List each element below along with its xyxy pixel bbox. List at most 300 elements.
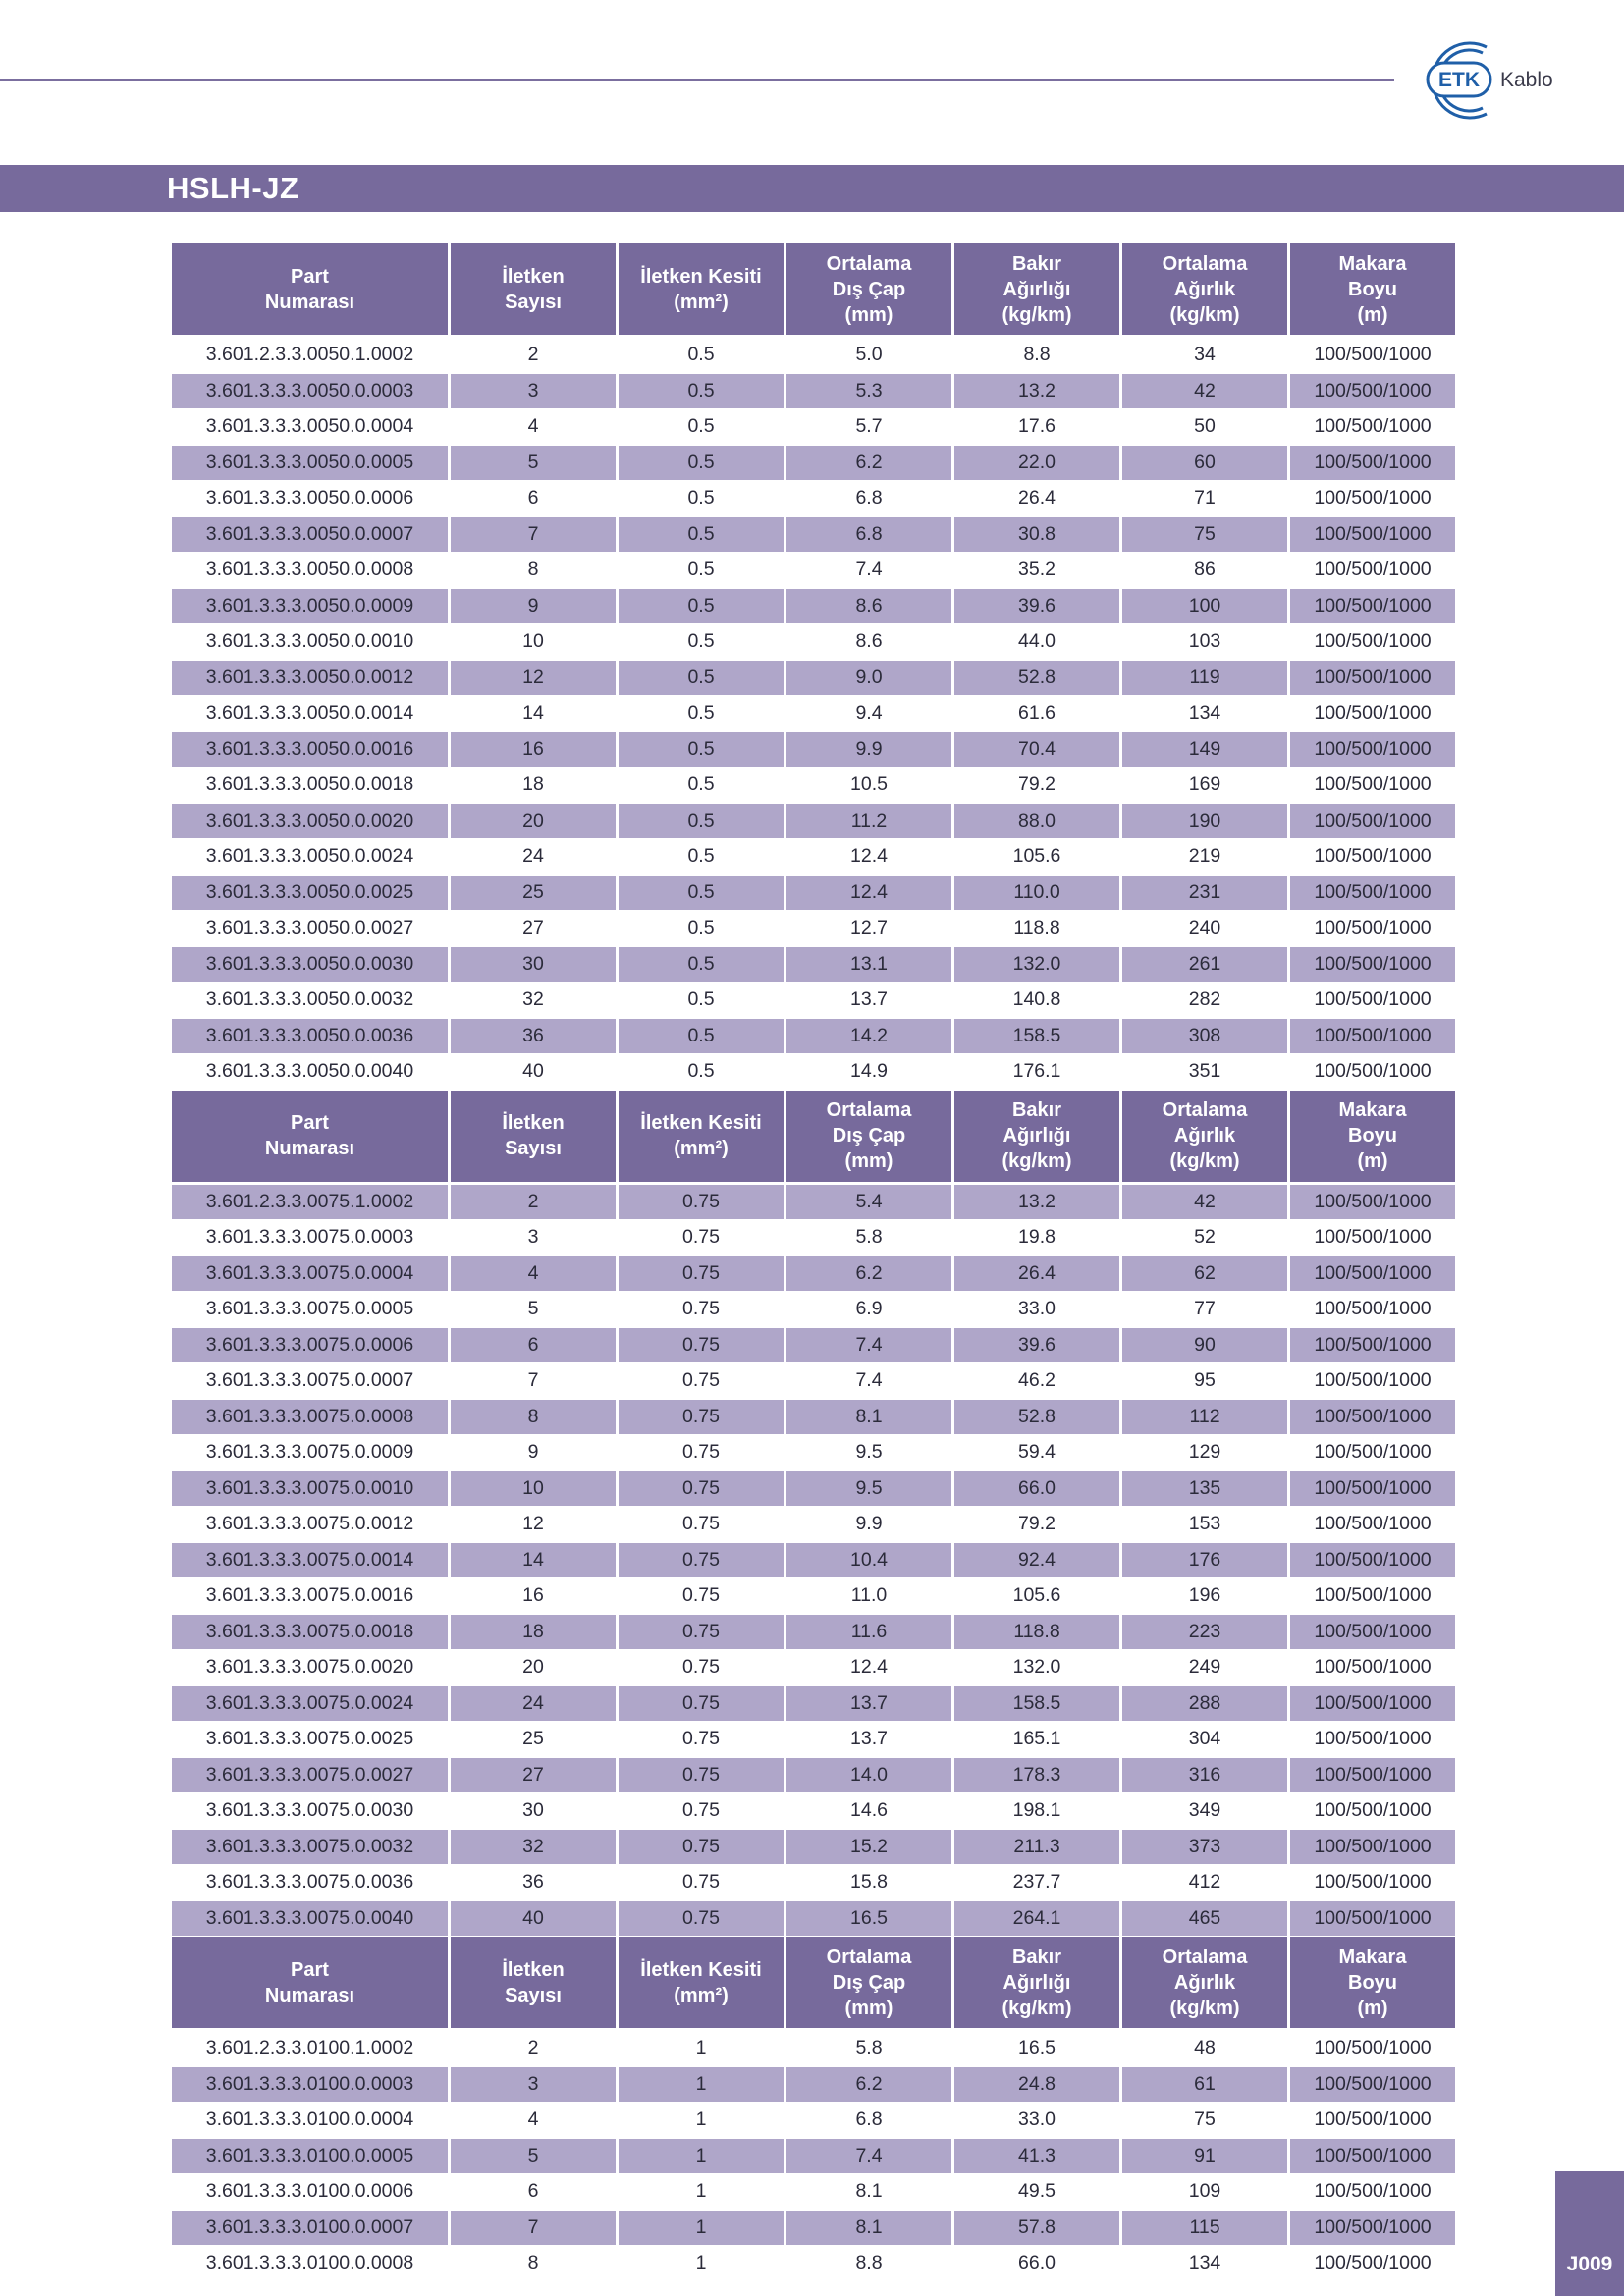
column-header-line: Numarası: [264, 1138, 355, 1159]
table-row: [172, 2031, 1455, 2067]
table-cell: 11.0: [786, 1578, 951, 1615]
table-cell: 105.6: [954, 1578, 1119, 1615]
table-cell: 0.75: [619, 1435, 784, 1471]
table-cell: 0.5: [619, 911, 784, 947]
table-cell: 100/500/1000: [1290, 1793, 1455, 1830]
column-header-line: Boyu: [1348, 1971, 1397, 1994]
spec-table: [169, 243, 1458, 2282]
column-header: [619, 1091, 784, 1185]
table-cell: 100/500/1000: [1290, 624, 1455, 661]
table-cell: 0.5: [619, 768, 784, 804]
table-cell: 0.75: [619, 1543, 784, 1579]
column-header-line: Dış Çap: [832, 1971, 906, 1994]
table-row: [172, 1328, 1455, 1364]
table-cell: 3.601.3.3.3.0050.0.0005: [172, 446, 448, 482]
table-row: [172, 1471, 1455, 1508]
table-cell: 100/500/1000: [1290, 1758, 1455, 1794]
table-row: [172, 2246, 1455, 2282]
table-cell: 240: [1122, 911, 1287, 947]
page-number-tab: [1555, 2171, 1624, 2296]
table-cell: 100/500/1000: [1290, 768, 1455, 804]
table-cell: 100/500/1000: [1290, 1722, 1455, 1758]
column-header-line: Ortalama: [1162, 1946, 1248, 1968]
column-header-line: İletken Kesiti: [640, 265, 762, 288]
column-header: [1290, 1091, 1455, 1185]
table-cell: 8.8: [786, 2246, 951, 2282]
table-cell: 134: [1122, 696, 1287, 732]
table-cell: 100/500/1000: [1290, 2067, 1455, 2104]
page-number: J009: [1566, 2253, 1613, 2275]
table-cell: 14.9: [786, 1054, 951, 1091]
table-cell: 118.8: [954, 911, 1119, 947]
table-cell: 7.4: [786, 1363, 951, 1400]
table-cell: 0.5: [619, 876, 784, 912]
table-cell: 264.1: [954, 1901, 1119, 1938]
table-cell: 316: [1122, 1758, 1287, 1794]
table-cell: 70.4: [954, 732, 1119, 769]
table-row: [172, 2103, 1455, 2139]
table-row: [172, 624, 1455, 661]
table-cell: 119: [1122, 661, 1287, 697]
table-cell: 8: [451, 1400, 616, 1436]
table-cell: 3.601.2.3.3.0100.1.0002: [172, 2031, 448, 2067]
table-cell: 1: [619, 2139, 784, 2175]
table-cell: 52.8: [954, 661, 1119, 697]
table-cell: 132.0: [954, 1650, 1119, 1686]
column-header-line: Ağırlığı: [1002, 278, 1071, 300]
column-header: [172, 243, 448, 338]
table-cell: 24: [451, 1686, 616, 1723]
column-header-line: Boyu: [1348, 1125, 1397, 1147]
table-cell: 0.75: [619, 1865, 784, 1901]
table-cell: 79.2: [954, 1507, 1119, 1543]
table-cell: 66.0: [954, 1471, 1119, 1508]
table-cell: 20: [451, 1650, 616, 1686]
table-header-row: [172, 1091, 1455, 1185]
column-header-line: (kg/km): [1001, 1997, 1072, 2019]
column-header-line: Bakır: [1011, 1946, 1062, 1968]
table-cell: 5.3: [786, 374, 951, 410]
table-cell: 196: [1122, 1578, 1287, 1615]
table-cell: 61.6: [954, 696, 1119, 732]
column-header-line: Ağırlık: [1173, 1971, 1236, 1994]
column-header-line: Ortalama: [1162, 252, 1248, 275]
table-cell: 6.2: [786, 446, 951, 482]
table-cell: 11.6: [786, 1615, 951, 1651]
table-cell: 100/500/1000: [1290, 983, 1455, 1019]
table-cell: 19.8: [954, 1220, 1119, 1256]
table-row: [172, 1722, 1455, 1758]
table-cell: 6.2: [786, 1256, 951, 1293]
table-cell: 0.5: [619, 553, 784, 589]
table-cell: 100/500/1000: [1290, 1578, 1455, 1615]
table-cell: 41.3: [954, 2139, 1119, 2175]
table-row: [172, 589, 1455, 625]
table-cell: 52: [1122, 1220, 1287, 1256]
table-cell: 3.601.3.3.3.0075.0.0007: [172, 1363, 448, 1400]
table-cell: 0.75: [619, 1615, 784, 1651]
column-header-line: İletken Kesiti: [640, 1112, 762, 1134]
table-cell: 211.3: [954, 1830, 1119, 1866]
table-cell: 3.601.3.3.3.0050.0.0020: [172, 804, 448, 840]
table-row: [172, 2174, 1455, 2211]
table-cell: 5.7: [786, 409, 951, 446]
table-cell: 3.601.3.3.3.0075.0.0025: [172, 1722, 448, 1758]
column-header-line: Ağırlığı: [1002, 1971, 1071, 1994]
column-header-line: (kg/km): [1169, 1150, 1240, 1172]
table-cell: 12.7: [786, 911, 951, 947]
table-cell: 35.2: [954, 553, 1119, 589]
table-cell: 112: [1122, 1400, 1287, 1436]
column-header-line: İletken: [502, 1112, 565, 1134]
table-cell: 100/500/1000: [1290, 911, 1455, 947]
table-cell: 100/500/1000: [1290, 1019, 1455, 1055]
table-cell: 10.5: [786, 768, 951, 804]
column-header-line: Ortalama: [826, 1946, 912, 1968]
column-header: [1122, 1091, 1287, 1185]
table-cell: 15.8: [786, 1865, 951, 1901]
table-row: [172, 1019, 1455, 1055]
table-cell: 49.5: [954, 2174, 1119, 2211]
column-header: [451, 1937, 616, 2031]
table-cell: 60: [1122, 446, 1287, 482]
table-cell: 100/500/1000: [1290, 661, 1455, 697]
table-cell: 12: [451, 661, 616, 697]
table-cell: 3.601.3.3.3.0075.0.0040: [172, 1901, 448, 1938]
table-cell: 237.7: [954, 1865, 1119, 1901]
table-cell: 8: [451, 553, 616, 589]
table-cell: 249: [1122, 1650, 1287, 1686]
table-row: [172, 983, 1455, 1019]
table-cell: 16: [451, 732, 616, 769]
table-cell: 100/500/1000: [1290, 517, 1455, 554]
table-cell: 13.1: [786, 947, 951, 984]
table-cell: 3.601.3.3.3.0050.0.0018: [172, 768, 448, 804]
table-cell: 109: [1122, 2174, 1287, 2211]
table-cell: 0.5: [619, 839, 784, 876]
table-row: [172, 1363, 1455, 1400]
table-cell: 12.4: [786, 876, 951, 912]
table-cell: 7.4: [786, 2139, 951, 2175]
column-header-line: (kg/km): [1001, 303, 1072, 326]
table-row: [172, 876, 1455, 912]
table-row: [172, 338, 1455, 374]
table-cell: 8.6: [786, 624, 951, 661]
table-cell: 100/500/1000: [1290, 1507, 1455, 1543]
table-cell: 9.4: [786, 696, 951, 732]
table-cell: 71: [1122, 481, 1287, 517]
table-cell: 8.1: [786, 2211, 951, 2247]
table-cell: 0.5: [619, 589, 784, 625]
table-row: [172, 1256, 1455, 1293]
table-cell: 100/500/1000: [1290, 1328, 1455, 1364]
table-cell: 100/500/1000: [1290, 1865, 1455, 1901]
table-cell: 10: [451, 624, 616, 661]
table-cell: 3.601.3.3.3.0050.0.0010: [172, 624, 448, 661]
table-row: [172, 553, 1455, 589]
table-cell: 42: [1122, 374, 1287, 410]
column-header-line: Dış Çap: [832, 278, 906, 300]
column-header-line: Part: [291, 1112, 329, 1134]
column-header-line: (mm²): [674, 1138, 729, 1159]
table-row: [172, 661, 1455, 697]
table-cell: 3.601.3.3.3.0100.0.0007: [172, 2211, 448, 2247]
table-cell: 3.601.3.3.3.0050.0.0004: [172, 409, 448, 446]
table-cell: 11.2: [786, 804, 951, 840]
table-cell: 0.75: [619, 1292, 784, 1328]
table-cell: 88.0: [954, 804, 1119, 840]
column-header-line: Bakır: [1011, 1099, 1062, 1121]
table-cell: 100/500/1000: [1290, 374, 1455, 410]
table-cell: 3: [451, 374, 616, 410]
table-cell: 0.75: [619, 1363, 784, 1400]
table-row: [172, 2139, 1455, 2175]
table-cell: 5.4: [786, 1185, 951, 1221]
table-cell: 6.8: [786, 517, 951, 554]
table-cell: 14.0: [786, 1758, 951, 1794]
table-cell: 1: [619, 2031, 784, 2067]
table-cell: 0.5: [619, 338, 784, 374]
table-cell: 15.2: [786, 1830, 951, 1866]
column-header: [1290, 243, 1455, 338]
table-cell: 30: [451, 947, 616, 984]
table-cell: 0.75: [619, 1722, 784, 1758]
column-header-line: (kg/km): [1169, 1997, 1240, 2019]
table-cell: 100/500/1000: [1290, 589, 1455, 625]
table-cell: 100/500/1000: [1290, 1615, 1455, 1651]
table-cell: 0.75: [619, 1185, 784, 1221]
table-cell: 7: [451, 2211, 616, 2247]
table-cell: 100/500/1000: [1290, 804, 1455, 840]
table-cell: 0.75: [619, 1650, 784, 1686]
etk-kablo-logo: [1418, 37, 1595, 122]
table-cell: 100/500/1000: [1290, 1054, 1455, 1091]
table-cell: 5: [451, 446, 616, 482]
table-cell: 100/500/1000: [1290, 553, 1455, 589]
table-cell: 40: [451, 1054, 616, 1091]
table-cell: 0.5: [619, 374, 784, 410]
column-header: [786, 243, 951, 338]
column-header-line: Ağırlık: [1173, 278, 1236, 300]
column-header-line: İletken: [502, 1958, 565, 1981]
table-cell: 3.601.3.3.3.0075.0.0024: [172, 1686, 448, 1723]
table-cell: 349: [1122, 1793, 1287, 1830]
table-row: [172, 804, 1455, 840]
table-cell: 110.0: [954, 876, 1119, 912]
column-header-line: (mm): [844, 303, 893, 326]
table-cell: 100/500/1000: [1290, 696, 1455, 732]
table-cell: 1: [619, 2246, 784, 2282]
table-cell: 198.1: [954, 1793, 1119, 1830]
column-header: [619, 1937, 784, 2031]
logo-sub-text: Kablo: [1500, 69, 1553, 91]
table-header-row: [172, 1937, 1455, 2031]
table-cell: 8.1: [786, 2174, 951, 2211]
table-cell: 100/500/1000: [1290, 1471, 1455, 1508]
table-cell: 79.2: [954, 768, 1119, 804]
table-row: [172, 1650, 1455, 1686]
table-cell: 8.8: [954, 338, 1119, 374]
table-cell: 4: [451, 2103, 616, 2139]
table-cell: 100/500/1000: [1290, 1686, 1455, 1723]
table-row: [172, 1400, 1455, 1436]
table-cell: 100/500/1000: [1290, 1292, 1455, 1328]
table-cell: 3.601.2.3.3.0050.1.0002: [172, 338, 448, 374]
table-cell: 100/500/1000: [1290, 338, 1455, 374]
table-cell: 100: [1122, 589, 1287, 625]
column-header-line: Ağırlık: [1173, 1125, 1236, 1147]
table-cell: 0.5: [619, 409, 784, 446]
table-cell: 129: [1122, 1435, 1287, 1471]
table-row: [172, 1578, 1455, 1615]
column-header-line: (m): [1357, 1997, 1388, 2019]
table-cell: 9.9: [786, 732, 951, 769]
table-cell: 3.601.3.3.3.0075.0.0009: [172, 1435, 448, 1471]
table-cell: 5.8: [786, 2031, 951, 2067]
table-cell: 44.0: [954, 624, 1119, 661]
table-cell: 6.9: [786, 1292, 951, 1328]
table-cell: 27: [451, 911, 616, 947]
table-cell: 3.601.3.3.3.0100.0.0004: [172, 2103, 448, 2139]
table-cell: 0.5: [619, 481, 784, 517]
table-row: [172, 732, 1455, 769]
table-cell: 6: [451, 1328, 616, 1364]
table-row: [172, 374, 1455, 410]
table-cell: 3.601.3.3.3.0100.0.0005: [172, 2139, 448, 2175]
table-cell: 86: [1122, 553, 1287, 589]
column-header-line: Ortalama: [826, 1099, 912, 1121]
column-header-line: Sayısı: [505, 291, 562, 313]
table-cell: 13.7: [786, 1686, 951, 1723]
table-cell: 103: [1122, 624, 1287, 661]
table-cell: 0.75: [619, 1328, 784, 1364]
table-cell: 13.2: [954, 1185, 1119, 1221]
table-cell: 14.6: [786, 1793, 951, 1830]
table-cell: 3.601.3.3.3.0100.0.0003: [172, 2067, 448, 2104]
table-row: [172, 1901, 1455, 1938]
table-cell: 12.4: [786, 839, 951, 876]
table-row: [172, 1865, 1455, 1901]
table-cell: 100/500/1000: [1290, 2139, 1455, 2175]
column-header-line: Numarası: [264, 291, 355, 313]
table-cell: 100/500/1000: [1290, 2103, 1455, 2139]
table-cell: 3.601.3.3.3.0050.0.0006: [172, 481, 448, 517]
table-cell: 3.601.3.3.3.0050.0.0040: [172, 1054, 448, 1091]
column-header: [954, 1091, 1119, 1185]
table-cell: 57.8: [954, 2211, 1119, 2247]
table-cell: 5.0: [786, 338, 951, 374]
table-row: [172, 1220, 1455, 1256]
column-header-line: Bakır: [1011, 252, 1062, 275]
table-cell: 6.8: [786, 2103, 951, 2139]
table-cell: 95: [1122, 1363, 1287, 1400]
column-header: [786, 1937, 951, 2031]
table-cell: 16.5: [786, 1901, 951, 1938]
column-header: [786, 1091, 951, 1185]
table-cell: 12: [451, 1507, 616, 1543]
table-cell: 3.601.3.3.3.0075.0.0032: [172, 1830, 448, 1866]
logo-mark-icon: [1418, 37, 1595, 122]
table-cell: 0.75: [619, 1578, 784, 1615]
table-cell: 100/500/1000: [1290, 481, 1455, 517]
table-cell: 26.4: [954, 1256, 1119, 1293]
column-header-line: (m): [1357, 303, 1388, 326]
table-cell: 75: [1122, 2103, 1287, 2139]
table-cell: 100/500/1000: [1290, 2031, 1455, 2067]
table-cell: 0.5: [619, 696, 784, 732]
column-header-line: Numarası: [264, 1984, 355, 2006]
column-header: [451, 1091, 616, 1185]
table-cell: 223: [1122, 1615, 1287, 1651]
table-cell: 7: [451, 1363, 616, 1400]
table-cell: 115: [1122, 2211, 1287, 2247]
table-cell: 52.8: [954, 1400, 1119, 1436]
table-row: [172, 481, 1455, 517]
table-cell: 3.601.3.3.3.0050.0.0027: [172, 911, 448, 947]
column-header-line: (m): [1357, 1150, 1388, 1172]
table-cell: 3.601.3.3.3.0050.0.0036: [172, 1019, 448, 1055]
table-cell: 158.5: [954, 1019, 1119, 1055]
table-cell: 3.601.3.3.3.0075.0.0027: [172, 1758, 448, 1794]
table-cell: 3.601.3.3.3.0050.0.0009: [172, 589, 448, 625]
table-cell: 0.5: [619, 1054, 784, 1091]
table-cell: 3.601.3.3.3.0050.0.0012: [172, 661, 448, 697]
table-cell: 3: [451, 1220, 616, 1256]
table-row: [172, 1830, 1455, 1866]
table-cell: 2: [451, 338, 616, 374]
table-cell: 149: [1122, 732, 1287, 769]
table-cell: 219: [1122, 839, 1287, 876]
table-cell: 3.601.2.3.3.0075.1.0002: [172, 1185, 448, 1221]
table-row: [172, 1185, 1455, 1221]
table-cell: 22.0: [954, 446, 1119, 482]
table-cell: 7: [451, 517, 616, 554]
table-cell: 8.6: [786, 589, 951, 625]
table-cell: 373: [1122, 1830, 1287, 1866]
column-header-line: Part: [291, 265, 329, 288]
column-header-line: Makara: [1338, 252, 1407, 275]
table-cell: 9: [451, 589, 616, 625]
table-cell: 288: [1122, 1686, 1287, 1723]
table-cell: 1: [619, 2067, 784, 2104]
table-cell: 0.75: [619, 1256, 784, 1293]
table-cell: 0.75: [619, 1400, 784, 1436]
table-cell: 3.601.3.3.3.0050.0.0007: [172, 517, 448, 554]
table-cell: 3.601.3.3.3.0075.0.0020: [172, 1650, 448, 1686]
table-cell: 2: [451, 2031, 616, 2067]
table-cell: 6.8: [786, 481, 951, 517]
table-cell: 100/500/1000: [1290, 839, 1455, 876]
table-row: [172, 1507, 1455, 1543]
column-header-line: Dış Çap: [832, 1125, 906, 1147]
column-header: [451, 243, 616, 338]
column-header-line: İletken: [502, 265, 565, 288]
column-header-line: Makara: [1338, 1099, 1407, 1121]
table-cell: 0.5: [619, 804, 784, 840]
table-cell: 100/500/1000: [1290, 947, 1455, 984]
table-cell: 100/500/1000: [1290, 1650, 1455, 1686]
table-cell: 0.75: [619, 1758, 784, 1794]
table-row: [172, 1543, 1455, 1579]
table-cell: 3.601.3.3.3.0075.0.0018: [172, 1615, 448, 1651]
table-cell: 135: [1122, 1471, 1287, 1508]
table-cell: 3.601.3.3.3.0050.0.0025: [172, 876, 448, 912]
table-cell: 92.4: [954, 1543, 1119, 1579]
table-cell: 3.601.3.3.3.0075.0.0003: [172, 1220, 448, 1256]
table-cell: 10: [451, 1471, 616, 1508]
table-row: [172, 1615, 1455, 1651]
table-cell: 100/500/1000: [1290, 1830, 1455, 1866]
